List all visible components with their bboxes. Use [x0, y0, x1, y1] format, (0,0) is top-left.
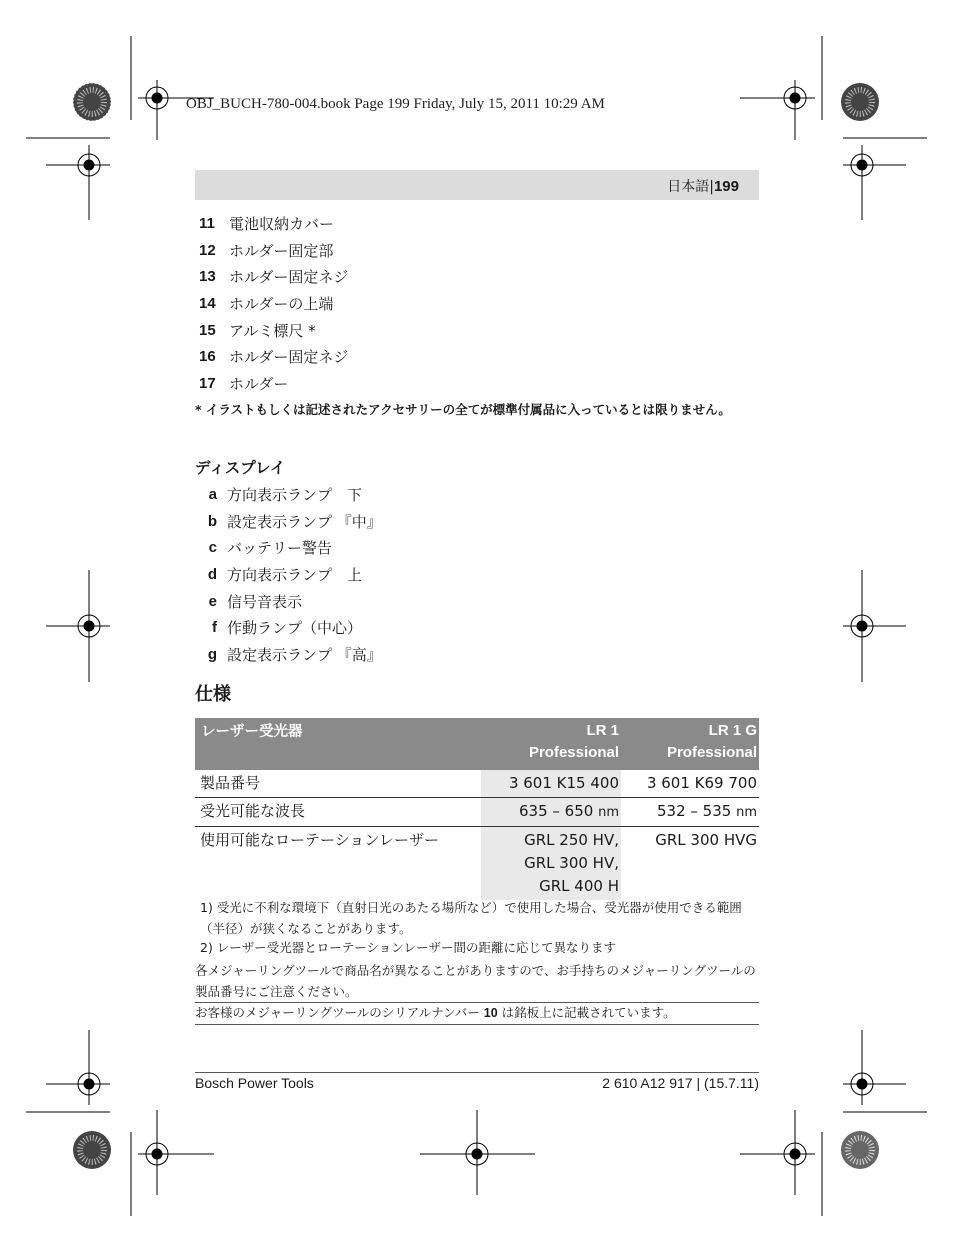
book-info-line: OBJ_BUCH-780-004.book Page 199 Friday, July 15, 2011 10:29 AM [186, 96, 605, 112]
serial-number-note [195, 1002, 759, 1024]
list-item [195, 343, 759, 370]
item-number: 16 [199, 348, 216, 366]
specs-section-title: 仕様 [195, 684, 231, 705]
list-item [195, 237, 759, 264]
list-item [195, 290, 759, 317]
model-1-name: LR 1 [586, 722, 619, 739]
table-row [195, 827, 759, 901]
item-label: ホルダー固定ネジ [229, 268, 349, 287]
list-item [195, 561, 759, 588]
row-label: 受光可能な波長 [195, 798, 481, 827]
item-key: c [208, 539, 217, 557]
serial-note-post: は銘板上に記載されています。 [501, 1005, 676, 1020]
page-header-bar [195, 170, 759, 200]
item-key: b [207, 512, 217, 530]
starburst-mark-bottom-right [841, 1131, 879, 1169]
display-section-title: ディスプレイ [195, 459, 286, 477]
footer-brand: Bosch Power Tools [195, 1075, 314, 1091]
row-value-model-2: GRL 300 HVG [655, 831, 757, 849]
wavelength-range: 532 – 535 [657, 802, 732, 820]
footer-divider [195, 1072, 759, 1073]
accessory-note: * イラストもしくは記述されたアクセサリーの全てが標準付属品に入っているとは限りません。 [195, 402, 731, 417]
specs-header-model-1 [481, 718, 621, 770]
laser-model: GRL 250 HV, [524, 831, 619, 849]
list-item [195, 614, 759, 641]
footnote-1: 1) 受光に不利な環境下（直射日光のあたる場所など）で使用した場合、受光器が使用できる範囲（半径）が狭くなることがあります。 [200, 900, 742, 936]
header-separator: | [709, 179, 714, 195]
model-2-name: LR 1 G [708, 722, 757, 739]
table-row [195, 770, 759, 798]
item-number: 17 [199, 374, 216, 392]
row-value-model-2: 3 601 K69 700 [621, 770, 759, 798]
item-label: ホルダー [229, 374, 289, 393]
item-number: 14 [199, 294, 216, 312]
laser-model: GRL 300 HV, [524, 854, 619, 872]
list-item [195, 481, 759, 508]
item-label: アルミ標尺 * [229, 321, 316, 340]
display-list [195, 481, 759, 668]
divider [195, 1024, 759, 1025]
wavelength-range: 635 – 650 [519, 802, 594, 820]
list-item [195, 370, 759, 397]
footer-doc-number: 2 610 A12 917 | (15.7.11) [602, 1075, 759, 1091]
parts-list [195, 210, 759, 397]
crosshair-mark-top-right [740, 80, 815, 140]
row-label: 製品番号 [195, 770, 481, 798]
model-1-line: Professional [528, 744, 619, 761]
item-label: 電池収納カバー [229, 214, 335, 233]
row-label: 使用可能なローテーションレーザー [200, 831, 440, 849]
list-item [195, 263, 759, 290]
specs-header-row [195, 718, 759, 770]
list-item [195, 508, 759, 535]
table-row [195, 798, 759, 827]
product-number-note: 各メジャーリングツールで商品名が異なることがありますので、お手持ちのメジャーリングツールの製品番号にご注意ください。 [195, 963, 756, 999]
page-number: 199 [713, 178, 739, 195]
specs-header-label: レーザー受光器 [195, 718, 481, 770]
item-key: a [208, 485, 217, 503]
list-item [195, 210, 759, 237]
starburst-mark-top-right [841, 83, 879, 121]
header-language: 日本語 [667, 179, 710, 195]
item-label: 設定表示ランプ 『中』 [227, 512, 382, 531]
model-2-line: Professional [666, 744, 757, 761]
wavelength-unit: nm [598, 805, 619, 820]
item-label: ホルダー固定ネジ [229, 348, 349, 367]
specs-table [195, 718, 759, 900]
list-item [195, 317, 759, 344]
list-item [195, 534, 759, 561]
item-key: g [207, 645, 217, 663]
item-number: 15 [199, 321, 216, 339]
item-label: ホルダーの上端 [229, 294, 334, 313]
item-number: 13 [199, 268, 216, 286]
laser-model: GRL 400 H [539, 877, 619, 895]
item-label: 信号音表示 [227, 592, 303, 611]
item-label: 設定表示ランプ 『高』 [227, 645, 382, 664]
footnote-2: 2) レーザー受光器とローテーションレーザー間の距離に応じて異なります [200, 940, 616, 955]
item-key: d [207, 565, 217, 583]
serial-note-num: 10 [483, 1006, 498, 1020]
item-label: 方向表示ランプ 上 [227, 565, 363, 584]
item-label: ホルダー固定部 [229, 241, 334, 260]
item-label: バッテリー警告 [227, 539, 333, 558]
item-number: 11 [199, 214, 215, 232]
wavelength-unit: nm [736, 805, 757, 820]
row-value-model-2 [621, 798, 759, 827]
starburst-mark-bottom-left [73, 1131, 111, 1169]
list-item [195, 641, 759, 668]
row-value-model-1 [481, 827, 621, 901]
item-key: f [212, 619, 217, 637]
serial-note-pre: お客様のメジャーリングツールのシリアルナンバー [195, 1005, 480, 1020]
item-label: 作動ランプ（中心） [227, 619, 363, 638]
page-header [667, 176, 739, 196]
starburst-mark-top-left [73, 83, 111, 121]
item-label: 方向表示ランプ 下 [227, 485, 363, 504]
specs-header-model-2 [621, 718, 759, 770]
row-value-model-1 [481, 798, 621, 827]
item-number: 12 [199, 241, 216, 259]
item-key: e [208, 592, 217, 610]
row-value-model-1: 3 601 K15 400 [481, 770, 621, 798]
list-item [195, 588, 759, 615]
